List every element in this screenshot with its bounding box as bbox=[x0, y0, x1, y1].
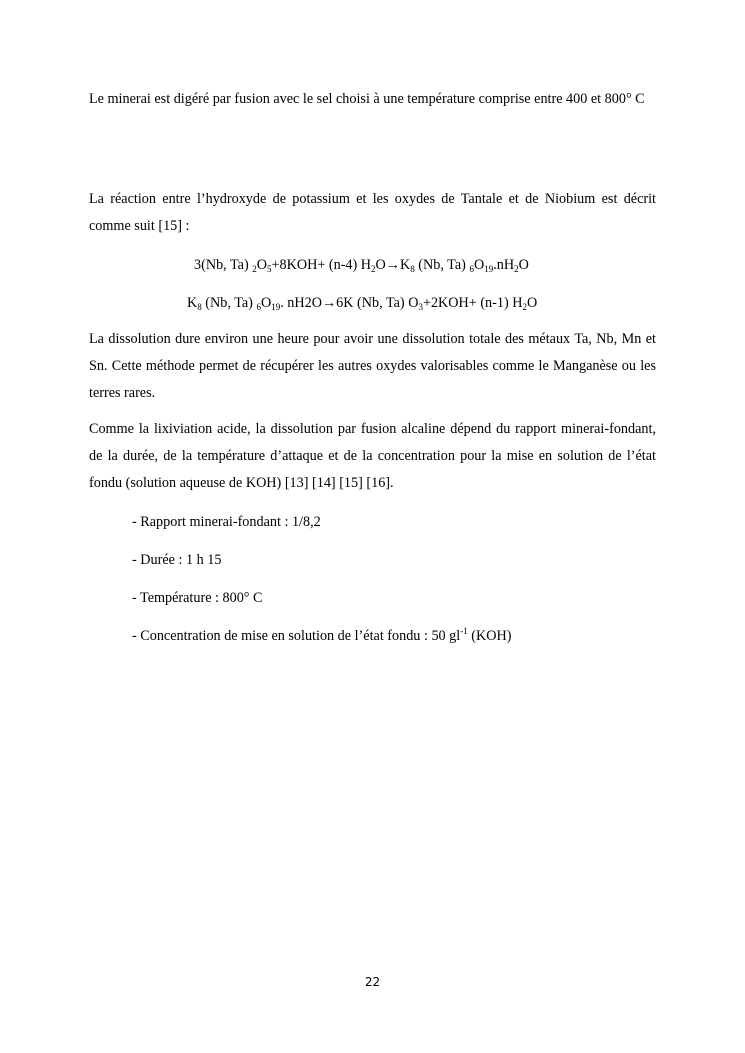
paragraph-alkaline-fusion: Comme la lixiviation acide, la dissolution par fusion alcaline dépend du rapport minerai-fondant, de la durée, de la température d’attaque et de la concentration pour la mise en solution de l’état fondu (solution aqueuse de KOH) [13] [14] [15] [16]. bbox=[89, 421, 656, 491]
paragraph-fusion-digestion: Le minerai est digéré par fusion avec le sel choisi à une température comprise entre 400 et 800° C bbox=[89, 91, 645, 107]
equation-1: 3(Nb, Ta) $_2O_5+8KOH+ (n-4)$ $H_2O\to K_8$ (Nb, Ta) $_6O_{19}.nH_2O$ bbox=[194, 257, 529, 274]
condition-concentration: - Concentration de mise en solution de l’état fondu : 50 $gl^{-1}$ (KOH) bbox=[132, 626, 512, 644]
paragraph-dissolution-duration: La dissolution dure environ une heure pour avoir une dissolution totale des métaux Ta, Nb, Mn et Sn. Cette méthode permet de récupérer les autres oxydes valorisables comme le Manganèse ou les terres rares. bbox=[89, 331, 656, 401]
paragraph-reaction-intro: La réaction entre l’hydroxyde de potassium et les oxydes de Tantale et de Niobium est décrit comme suit [15] : bbox=[89, 191, 656, 234]
page-number: 22 bbox=[364, 975, 381, 989]
equation-2: $K_8$ (Nb, Ta) $_6O_{19}$. nH2O→6K (Nb, Ta) $O_3+2KOH+ (n-1)$ $H_2O$ bbox=[187, 295, 538, 312]
condition-duration: - Durée : 1 h 15 bbox=[132, 552, 222, 568]
condition-ratio: - Rapport minerai-fondant : 1/8,2 bbox=[132, 514, 321, 530]
condition-temperature: - Température : 800° C bbox=[132, 590, 263, 606]
